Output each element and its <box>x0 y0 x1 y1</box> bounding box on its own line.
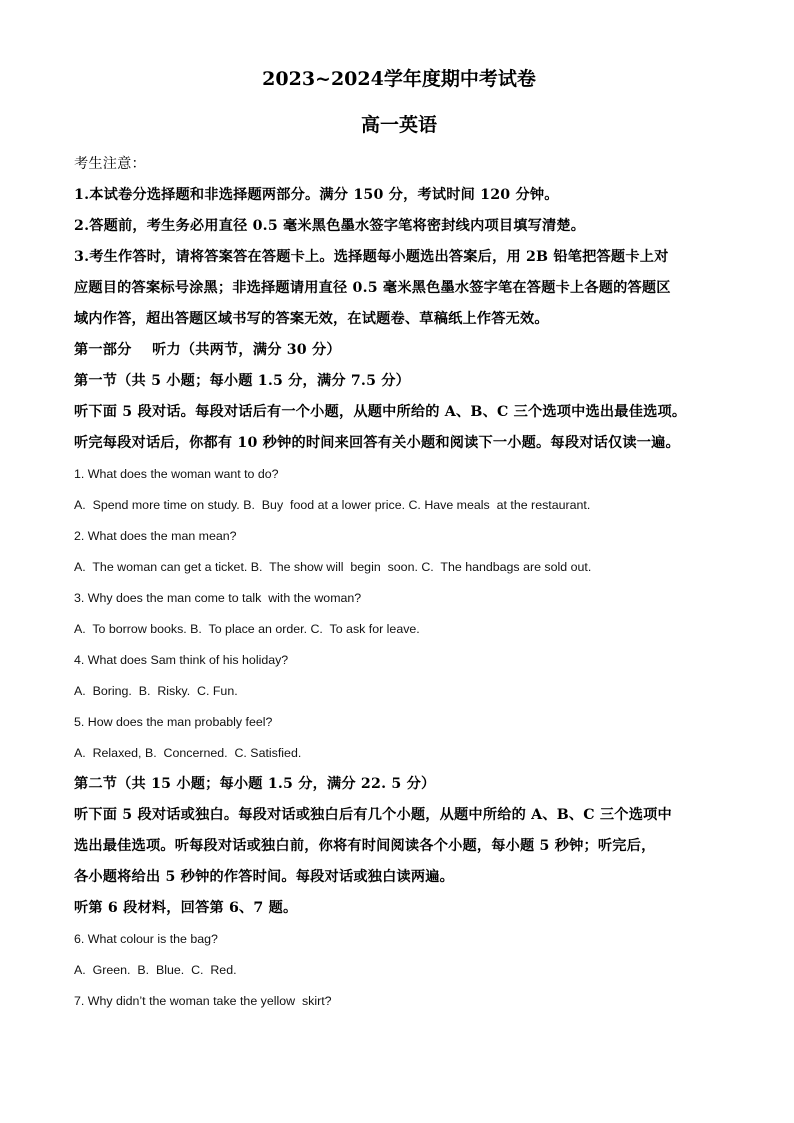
question-1-options: A. Spend more time on study. B. Buy food at a lower price. C. Have meals at the restaurant. <box>74 498 591 512</box>
notice-heading: 考生注意： <box>74 156 146 172</box>
question-7: 7. Why didn’t the woman take the yellow skirt? <box>74 994 332 1008</box>
section1-instruction: 听完每段对话后，你都有 10 秒钟的时间来回答有关小题和阅读下一小题。每段对话仅读一遍。 <box>74 435 680 451</box>
notice-item: 应题目的答案标号涂黑；非选择题请用直径 0.5 毫米黑色墨水签字笔在答题卡上各题的答题区 <box>74 280 671 296</box>
material-heading: 听第 6 段材料，回答第 6、7 题。 <box>74 900 298 916</box>
question-5-options: A. Relaxed, B. Concerned. C. Satisfied. <box>74 746 302 760</box>
exam-subject: 高一英语 <box>360 114 437 136</box>
notice-item: 3.考生作答时，请将答案答在答题卡上。选择题每小题选出答案后，用 2B 铅笔把答题卡上对 <box>74 249 669 265</box>
section2-instruction: 各小题将给出 5 秒钟的作答时间。每段对话或独白读两遍。 <box>74 869 455 885</box>
exam-page <box>74 66 724 1017</box>
section2-instruction: 听下面 5 段对话或独白。每段对话或独白后有几个小题，从题中所给的 A、B、C 三个选项中 <box>74 807 672 823</box>
notice-item: 2.答题前，考生务必用直径 0.5 毫米黑色墨水签字笔将密封线内项目填写清楚。 <box>74 218 586 234</box>
section2-heading: 第二节（共 15 小题；每小题 1.5 分，满分 22. 5 分） <box>74 776 436 792</box>
question-3: 3. Why does the man come to talk with the woman? <box>74 591 362 605</box>
section2-instruction: 选出最佳选项。听每段对话或独白前，你将有时间阅读各个小题，每小题 5 秒钟；听完后， <box>74 838 656 854</box>
notice-item: 1.本试卷分选择题和非选择题两部分。满分 150 分，考试时间 120 分钟。 <box>74 187 559 203</box>
question-6: 6. What colour is the bag? <box>74 932 218 946</box>
section1-instruction: 听下面 5 段对话。每段对话后有一个小题，从题中所给的 A、B、C 三个选项中选出最佳选项。 <box>74 404 687 420</box>
exam-title: 2023~2024学年度期中考试卷 <box>262 68 536 90</box>
question-2: 2. What does the man mean? <box>74 529 237 543</box>
question-6-options: A. Green. B. Blue. C. Red. <box>74 963 237 977</box>
question-1: 1. What does the woman want to do? <box>74 467 279 481</box>
question-4: 4. What does Sam think of his holiday? <box>74 653 289 667</box>
question-2-options: A. The woman can get a ticket. B. The show will begin soon. C. The handbags are sold out. <box>74 560 592 574</box>
part1-heading: 第一部分 听力（共两节，满分 30 分） <box>74 342 341 358</box>
question-4-options: A. Boring. B. Risky. C. Fun. <box>74 684 238 698</box>
question-3-options: A. To borrow books. B. To place an order. C. To ask for leave. <box>74 622 420 636</box>
section1-heading: 第一节（共 5 小题；每小题 1.5 分，满分 7.5 分） <box>74 373 411 389</box>
notice-item: 域内作答，超出答题区域书写的答案无效，在试题卷、草稿纸上作答无效。 <box>74 311 549 327</box>
question-5: 5. How does the man probably feel? <box>74 715 273 729</box>
